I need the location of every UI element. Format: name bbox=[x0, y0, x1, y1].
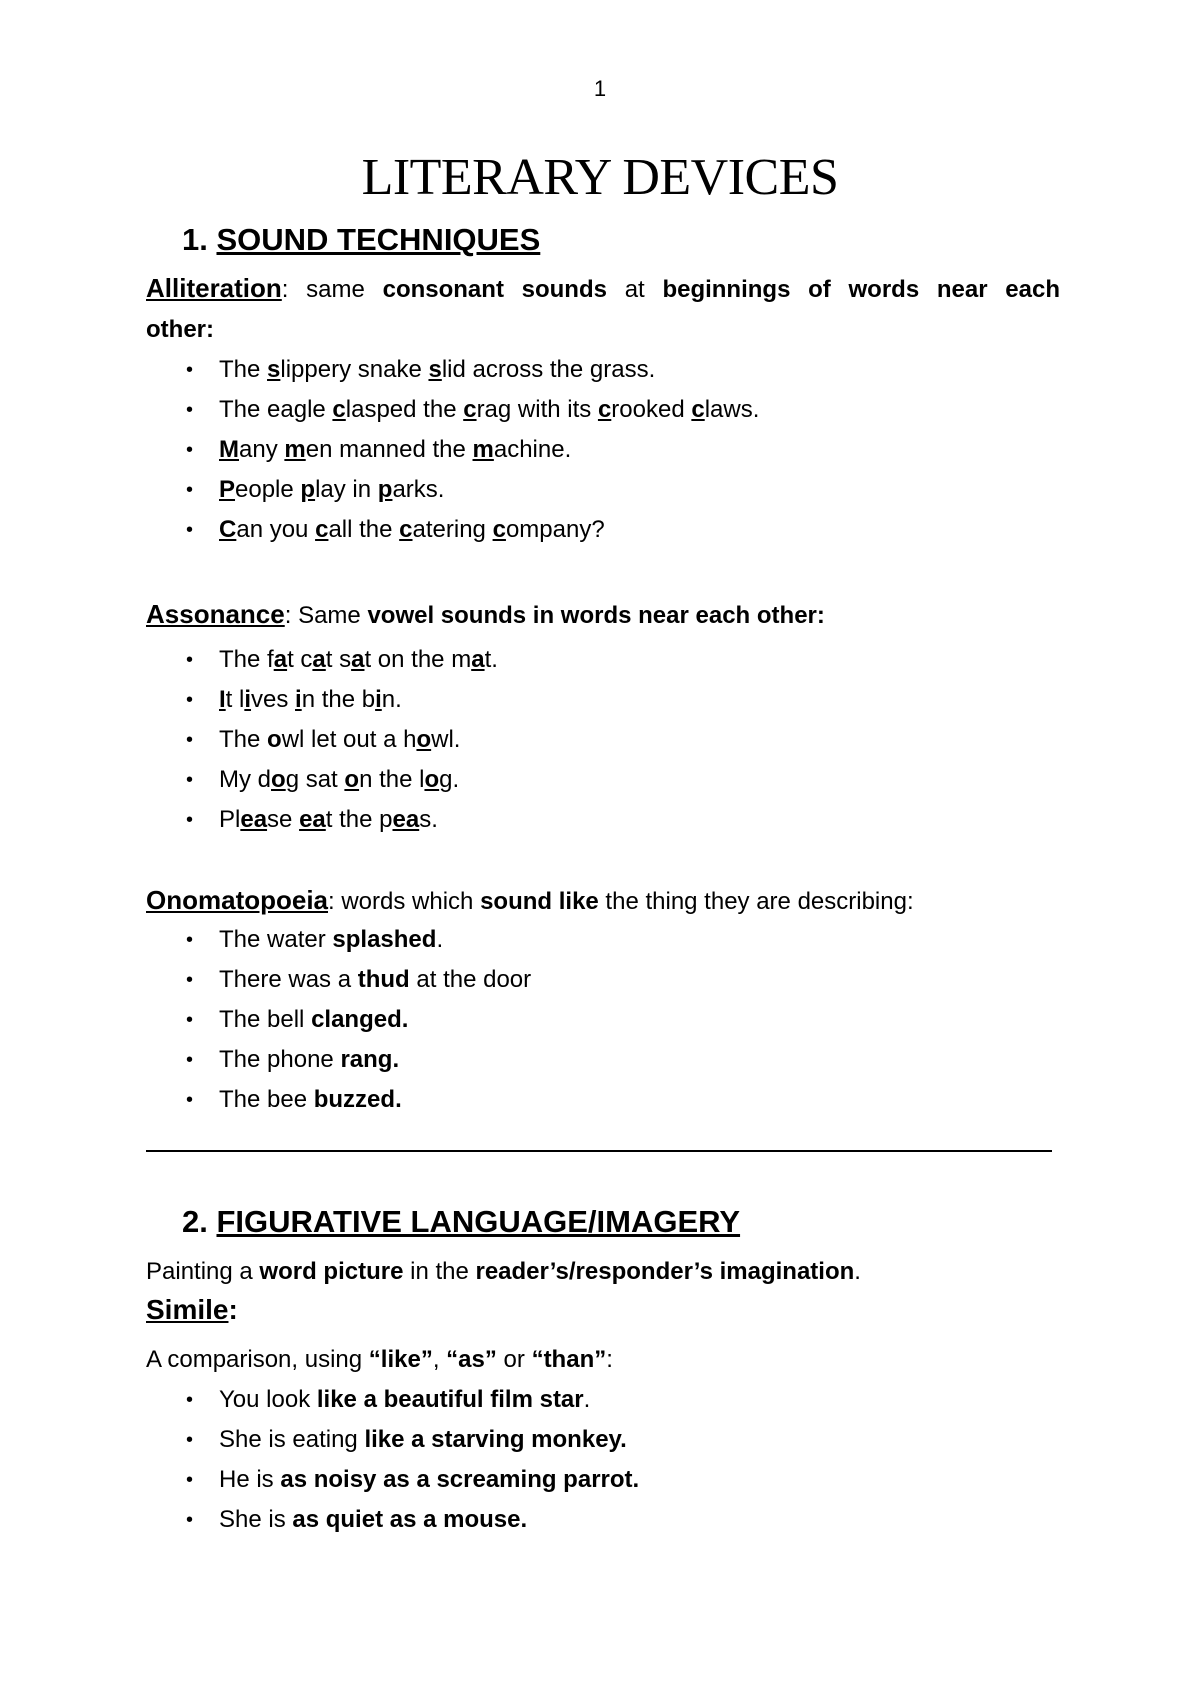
example-text: achine. bbox=[493, 436, 572, 463]
simile-definition bbox=[146, 1340, 1060, 1380]
term-alliteration: Alliteration bbox=[146, 273, 282, 303]
example-text: en manned the bbox=[305, 436, 473, 463]
highlighted-letters: o bbox=[424, 766, 440, 793]
plain-text: Painting a bbox=[146, 1258, 260, 1285]
example-text: any bbox=[239, 436, 285, 463]
example-text: ompany? bbox=[505, 516, 605, 543]
example-text: atering bbox=[412, 516, 493, 543]
highlighted-letters: p bbox=[377, 476, 393, 503]
section-divider bbox=[146, 1150, 1052, 1152]
key-word: thud bbox=[357, 966, 410, 993]
example-text: t c bbox=[287, 646, 313, 673]
example-text: all the bbox=[328, 516, 400, 543]
plain-text: A comparison, using bbox=[146, 1346, 369, 1373]
term-onomatopoeia: Onomatopoeia bbox=[146, 885, 329, 915]
section-number: 2. bbox=[182, 1204, 208, 1239]
term-simile: Simile bbox=[146, 1294, 229, 1325]
example-text: laws. bbox=[704, 396, 760, 423]
key-word: o bbox=[267, 726, 282, 753]
bullet-icon: • bbox=[186, 359, 194, 381]
onomatopoeia-definition bbox=[146, 880, 1060, 922]
example-text: lasped the bbox=[345, 396, 464, 423]
example-text: wl let out a h bbox=[281, 726, 417, 753]
bullet-icon: • bbox=[186, 689, 194, 711]
highlighted-letters: s bbox=[267, 356, 281, 383]
example-item bbox=[146, 760, 498, 800]
example-item bbox=[146, 1040, 531, 1080]
example-item bbox=[146, 1080, 531, 1120]
bullet-icon: • bbox=[186, 1429, 194, 1451]
bullet-icon: • bbox=[186, 969, 194, 991]
highlighted-letters: m bbox=[284, 436, 306, 463]
example-text: eople bbox=[235, 476, 301, 503]
highlighted-letters: M bbox=[219, 436, 239, 463]
example-text: g sat bbox=[285, 766, 345, 793]
definition-text bbox=[146, 1258, 861, 1285]
key-word: clanged. bbox=[311, 1006, 409, 1033]
key-word: splashed bbox=[332, 926, 437, 953]
bullet-icon: • bbox=[186, 1049, 194, 1071]
bullet-icon: • bbox=[186, 1009, 194, 1031]
example-text: t on the m bbox=[364, 646, 472, 673]
highlighted-letters: ea bbox=[240, 806, 268, 833]
plain-text: , bbox=[432, 1346, 447, 1373]
emphasis-text: “like” bbox=[368, 1346, 433, 1373]
emphasis-text: vowel sounds in words near each other: bbox=[367, 602, 825, 629]
example-text: s. bbox=[419, 806, 438, 833]
example-text: g. bbox=[439, 766, 460, 793]
highlighted-letters: c bbox=[597, 396, 612, 423]
page-number: 1 bbox=[593, 76, 607, 101]
key-word: as noisy as a screaming parrot. bbox=[280, 1466, 640, 1493]
example-text: You look bbox=[219, 1386, 317, 1413]
definition-text bbox=[146, 1346, 613, 1373]
example-text: t the p bbox=[325, 806, 393, 833]
example-item bbox=[146, 1500, 639, 1540]
plain-text: : Same bbox=[284, 602, 368, 629]
example-text: rooked bbox=[611, 396, 692, 423]
section-title: SOUND TECHNIQUES bbox=[216, 222, 541, 257]
definition-text bbox=[146, 276, 1060, 343]
example-text: The bell bbox=[219, 1006, 312, 1033]
example-text: The eagle bbox=[219, 396, 333, 423]
example-text: The phone bbox=[219, 1046, 341, 1073]
bullet-icon: • bbox=[186, 809, 194, 831]
bullet-icon: • bbox=[186, 769, 194, 791]
example-text: The water bbox=[219, 926, 333, 953]
highlighted-letters: o bbox=[271, 766, 286, 793]
highlighted-letters: c bbox=[691, 396, 705, 423]
plain-text: . bbox=[854, 1258, 861, 1285]
example-text: The bee bbox=[219, 1086, 314, 1113]
example-text: an you bbox=[236, 516, 316, 543]
example-item bbox=[146, 1420, 639, 1460]
highlighted-letters: c bbox=[492, 516, 506, 543]
highlighted-letters: p bbox=[300, 476, 316, 503]
highlighted-letters: C bbox=[219, 516, 237, 543]
section-title: FIGURATIVE LANGUAGE/IMAGERY bbox=[216, 1204, 741, 1239]
bullet-icon: • bbox=[186, 729, 194, 751]
bullet-icon: • bbox=[186, 1389, 194, 1411]
example-item bbox=[146, 1460, 639, 1500]
plain-text: : bbox=[606, 1346, 613, 1373]
key-word: buzzed. bbox=[313, 1086, 402, 1113]
example-text: se bbox=[267, 806, 300, 833]
emphasis-text: word picture bbox=[259, 1258, 404, 1285]
onomatopoeia-examples bbox=[146, 920, 531, 1120]
example-text: Pl bbox=[219, 806, 241, 833]
bullet-icon: • bbox=[186, 1089, 194, 1111]
term-simile-heading bbox=[146, 1294, 238, 1326]
section-2-heading bbox=[182, 1204, 740, 1240]
highlighted-letters: m bbox=[472, 436, 494, 463]
highlighted-letters: a bbox=[273, 646, 288, 673]
bullet-icon: • bbox=[186, 1509, 194, 1531]
highlighted-letters: a bbox=[471, 646, 485, 673]
example-text: lay in bbox=[315, 476, 378, 503]
example-text: He is bbox=[219, 1466, 281, 1493]
bullet-icon: • bbox=[186, 439, 194, 461]
example-item bbox=[146, 960, 531, 1000]
highlighted-letters: i bbox=[375, 686, 382, 713]
example-text: lippery snake bbox=[280, 356, 429, 383]
example-text: The bbox=[219, 726, 268, 753]
example-text: She is bbox=[219, 1506, 293, 1533]
example-item bbox=[146, 800, 498, 840]
plain-text: or bbox=[496, 1346, 532, 1373]
assonance-definition bbox=[146, 594, 1060, 636]
highlighted-letters: i bbox=[295, 686, 302, 713]
key-word: rang. bbox=[340, 1046, 400, 1073]
highlighted-letters: c bbox=[332, 396, 346, 423]
example-text: The bbox=[219, 356, 268, 383]
highlighted-letters: i bbox=[244, 686, 252, 713]
example-text: at the door bbox=[409, 966, 532, 993]
section-1-heading bbox=[182, 222, 540, 258]
highlighted-letters: a bbox=[351, 646, 365, 673]
assonance-examples bbox=[146, 640, 498, 840]
example-text: wl. bbox=[431, 726, 461, 753]
bullet-icon: • bbox=[186, 1469, 194, 1491]
example-text: n. bbox=[381, 686, 402, 713]
example-text: t. bbox=[484, 646, 498, 673]
highlighted-letters: s bbox=[428, 356, 442, 383]
example-item bbox=[146, 510, 759, 550]
example-text: . bbox=[583, 1386, 591, 1413]
plain-text: at bbox=[606, 276, 663, 303]
highlighted-letters: I bbox=[219, 686, 226, 713]
example-text: t s bbox=[325, 646, 352, 673]
bullet-icon: • bbox=[186, 929, 194, 951]
example-text: n the b bbox=[301, 686, 376, 713]
emphasis-text: “as” bbox=[446, 1346, 497, 1373]
alliteration-examples bbox=[146, 350, 759, 550]
example-text: There was a bbox=[219, 966, 358, 993]
highlighted-letters: c bbox=[315, 516, 329, 543]
highlighted-letters: c bbox=[399, 516, 413, 543]
emphasis-text: beginnings of words near each other: bbox=[146, 276, 1061, 343]
key-word: as quiet as a mouse. bbox=[292, 1506, 528, 1533]
key-word: like a starving monkey. bbox=[364, 1426, 627, 1453]
highlighted-letters: ea bbox=[392, 806, 420, 833]
bullet-icon: • bbox=[186, 519, 194, 541]
definition-text bbox=[285, 602, 825, 629]
example-text: . bbox=[436, 926, 444, 953]
highlighted-letters: ea bbox=[299, 806, 326, 833]
key-word: like a beautiful film star bbox=[316, 1386, 584, 1413]
example-text: lid across the grass. bbox=[441, 356, 656, 383]
emphasis-text: “than” bbox=[531, 1346, 607, 1373]
plain-text: : words which bbox=[328, 888, 481, 915]
highlighted-letters: c bbox=[463, 396, 477, 423]
example-text: arks. bbox=[392, 476, 445, 503]
bullet-icon: • bbox=[186, 649, 194, 671]
highlighted-letters: a bbox=[312, 646, 326, 673]
definition-text bbox=[328, 888, 914, 915]
example-item bbox=[146, 430, 759, 470]
emphasis-text: sound like bbox=[480, 888, 599, 915]
emphasis-text: consonant sounds bbox=[382, 276, 607, 303]
example-text: My d bbox=[219, 766, 272, 793]
highlighted-letters: o bbox=[344, 766, 360, 793]
simile-examples bbox=[146, 1380, 639, 1540]
example-item bbox=[146, 1000, 531, 1040]
example-text: ves bbox=[251, 686, 296, 713]
term-assonance: Assonance bbox=[146, 599, 285, 629]
example-item bbox=[146, 350, 759, 390]
example-text: She is eating bbox=[219, 1426, 365, 1453]
example-item bbox=[146, 680, 498, 720]
plain-text: in the bbox=[403, 1258, 476, 1285]
term-colon: : bbox=[228, 1294, 238, 1325]
alliteration-definition bbox=[146, 268, 1060, 350]
bullet-icon: • bbox=[186, 399, 194, 421]
highlighted-letters: o bbox=[416, 726, 432, 753]
example-text: The f bbox=[219, 646, 274, 673]
highlighted-letters: P bbox=[219, 476, 236, 503]
emphasis-text: reader’s/responder’s imagination bbox=[475, 1258, 855, 1285]
bullet-icon: • bbox=[186, 479, 194, 501]
example-item bbox=[146, 720, 498, 760]
document-title: LITERARY DEVICES bbox=[361, 149, 839, 206]
example-text: rag with its bbox=[476, 396, 598, 423]
plain-text: the thing they are describing: bbox=[598, 888, 914, 915]
example-item bbox=[146, 390, 759, 430]
example-text: t l bbox=[225, 686, 245, 713]
example-item bbox=[146, 470, 759, 510]
plain-text: : same bbox=[281, 276, 383, 303]
example-item bbox=[146, 1380, 639, 1420]
example-item bbox=[146, 640, 498, 680]
section-number: 1. bbox=[182, 222, 208, 257]
figurative-intro bbox=[146, 1252, 1060, 1292]
example-item bbox=[146, 920, 531, 960]
example-text: n the l bbox=[359, 766, 425, 793]
